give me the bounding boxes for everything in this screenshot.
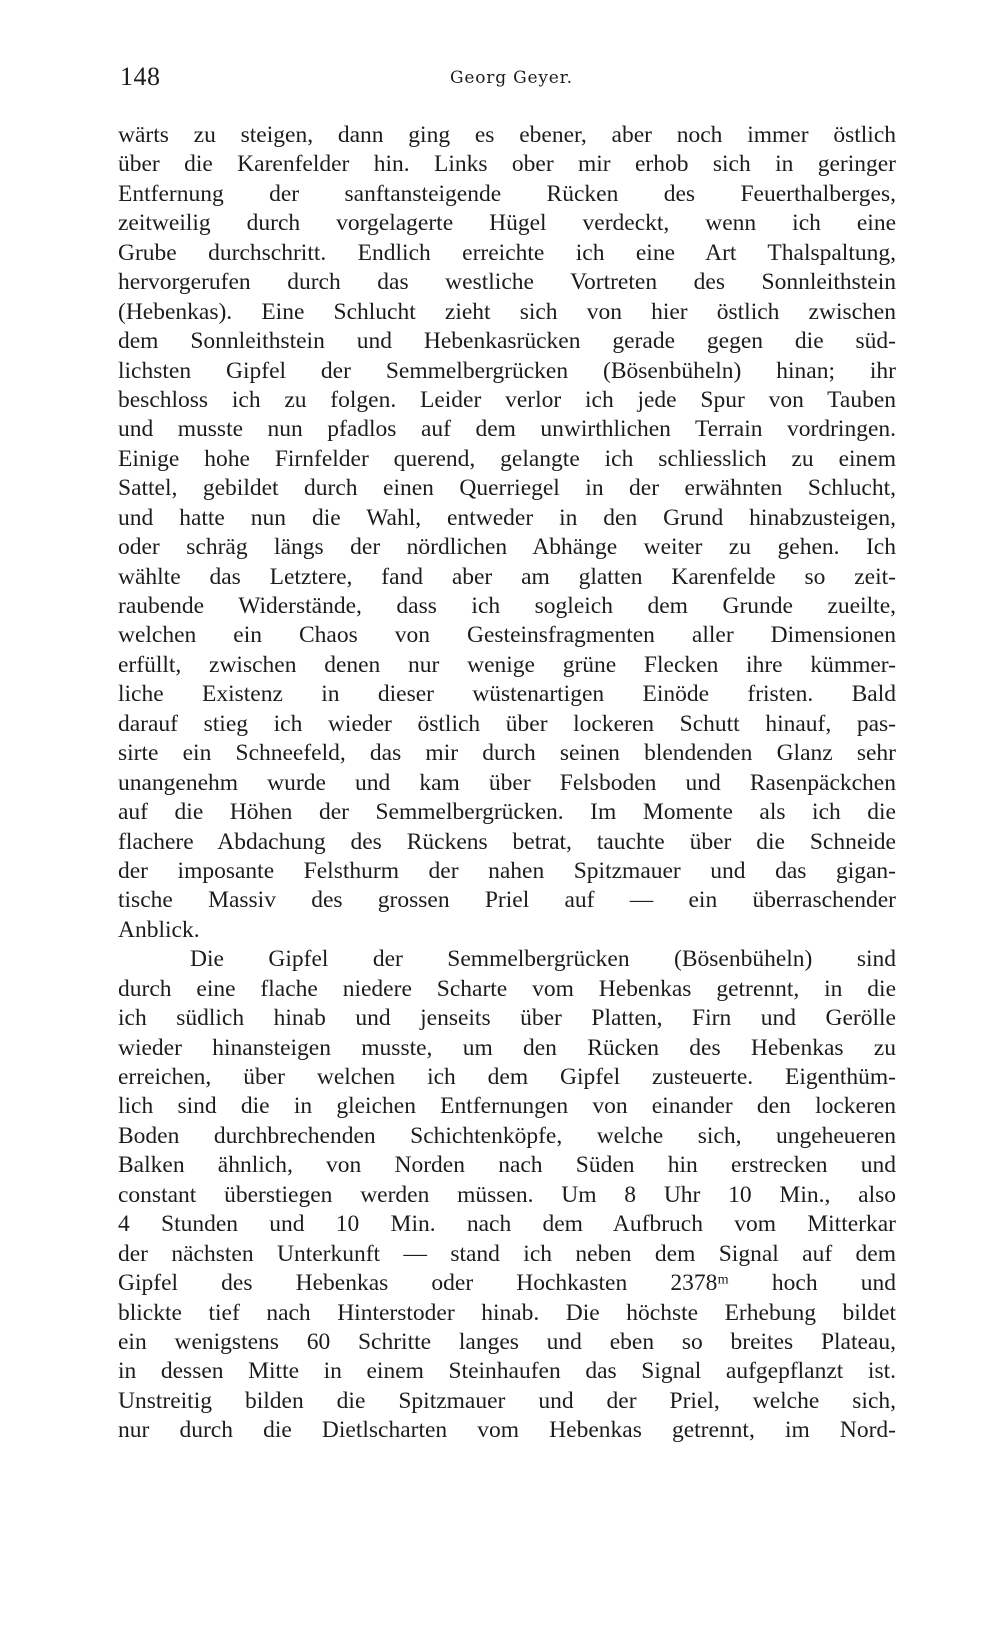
text-line: lich sind die in gleichen Entfernungen von einander den lockeren <box>118 1093 896 1120</box>
text-line: 4 Stunden und 10 Min. nach dem Aufbruch vom Mitterkar <box>118 1211 896 1238</box>
body-text <box>118 121 896 1446</box>
text-line: wieder hinansteigen musste, um den Rücken des Hebenkas zu <box>118 1034 896 1061</box>
text-line: ich südlich hinab und jenseits über Platten, Firn und Gerölle <box>118 1005 896 1032</box>
running-title: Georg Geyer. <box>450 68 573 88</box>
text-line: lichsten Gipfel der Semmelbergrücken (Bösenbüheln) hinan; ihr <box>118 357 896 384</box>
text-line: der imposante Felsthurm der nahen Spitzmauer und das gigan- <box>118 857 896 884</box>
text-line: nur durch die Dietlscharten vom Hebenkas getrennt, im Nord- <box>118 1417 896 1444</box>
text-line: und musste nun pfadlos auf dem unwirthlichen Terrain vordringen. <box>118 416 896 443</box>
text-line: Balken ähnlich, von Norden nach Süden hin erstrecken und <box>118 1152 896 1179</box>
text-line: Unstreitig bilden die Spitzmauer und der Priel, welche sich, <box>118 1387 896 1414</box>
text-line: durch eine flache niedere Scharte vom Hebenkas getrennt, in die <box>118 975 896 1002</box>
paragraph-end-line: Anblick. <box>118 916 200 943</box>
text-line: Sattel, gebildet durch einen Querriegel in der erwähnten Schlucht, <box>118 475 896 502</box>
text-line: Boden durchbrechenden Schichtenköpfe, welche sich, ungeheueren <box>118 1122 896 1149</box>
text-line: wählte das Letztere, fand aber am glatten Karenfelde so zeit- <box>118 563 896 590</box>
text-line: erfüllt, zwischen denen nur wenige grüne Flecken ihre kümmer- <box>118 651 896 678</box>
text-line: sirte ein Schneefeld, das mir durch seinen blendenden Glanz sehr <box>118 740 896 767</box>
text-line: zeitweilig durch vorgelagerte Hügel verdeckt, wenn ich eine <box>118 210 896 237</box>
text-line: in dessen Mitte in einem Steinhaufen das Signal aufgepflanzt ist. <box>118 1358 896 1385</box>
text-line: unangenehm wurde und kam über Felsboden und Rasenpäckchen <box>118 769 896 796</box>
text-line: Einige hohe Firnfelder querend, gelangte ich schliesslich zu einem <box>118 445 896 472</box>
text-line: Gipfel des Hebenkas oder Hochkasten 2378ᵐ hoch und <box>118 1270 896 1297</box>
text-line: oder schräg längs der nördlichen Abhänge weiter zu gehen. Ich <box>118 534 896 561</box>
text-line: flachere Abdachung des Rückens betrat, tauchte über die Schneide <box>118 828 896 855</box>
running-header <box>120 62 890 92</box>
text-line: auf die Höhen der Semmelbergrücken. Im Momente als ich die <box>118 799 896 826</box>
text-line: ein wenigstens 60 Schritte langes und eben so breites Plateau, <box>118 1328 896 1355</box>
text-line: und hatte nun die Wahl, entweder in den Grund hinabzusteigen, <box>118 504 896 531</box>
text-line: constant überstiegen werden müssen. Um 8 Uhr 10 Min., also <box>118 1181 896 1208</box>
text-line: (Hebenkas). Eine Schlucht zieht sich von hier östlich zwischen <box>118 298 896 325</box>
text-line: erreichen, über welchen ich dem Gipfel zusteuerte. Eigenthüm- <box>118 1064 896 1090</box>
text-line: liche Existenz in dieser wüstenartigen Einöde fristen. Bald <box>118 681 896 708</box>
text-line: Entfernung der sanftansteigende Rücken des Feuerthalberges, <box>118 180 896 207</box>
text-line: tische Massiv des grossen Priel auf — ein überraschender <box>118 887 896 914</box>
text-line: raubende Widerstände, dass ich sogleich dem Grunde zueilte, <box>118 593 896 619</box>
text-line: der nächsten Unterkunft — stand ich neben dem Signal auf dem <box>118 1240 896 1267</box>
text-line: beschloss ich zu folgen. Leider verlor ich jede Spur von Tauben <box>118 386 896 413</box>
text-line: Grube durchschritt. Endlich erreichte ich eine Art Thalspaltung, <box>118 239 896 266</box>
paragraph-start-line: Die Gipfel der Semmelbergrücken (Bösenbüheln) sind <box>190 946 896 973</box>
text-line: blickte tief nach Hinterstoder hinab. Die höchste Erhebung bildet <box>118 1299 896 1326</box>
page-number: 148 <box>120 62 161 91</box>
text-line: über die Karenfelder hin. Links ober mir erhob sich in geringer <box>118 151 896 178</box>
text-line: dem Sonnleithstein und Hebenkasrücken gerade gegen die süd- <box>118 328 896 355</box>
text-line: wärts zu steigen, dann ging es ebener, aber noch immer östlich <box>118 122 896 148</box>
text-line: hervorgerufen durch das westliche Vortreten des Sonnleithstein <box>118 269 896 296</box>
text-line: welchen ein Chaos von Gesteinsfragmenten aller Dimensionen <box>118 622 896 649</box>
text-line: darauf stieg ich wieder östlich über lockeren Schutt hinauf, pas- <box>118 710 896 737</box>
